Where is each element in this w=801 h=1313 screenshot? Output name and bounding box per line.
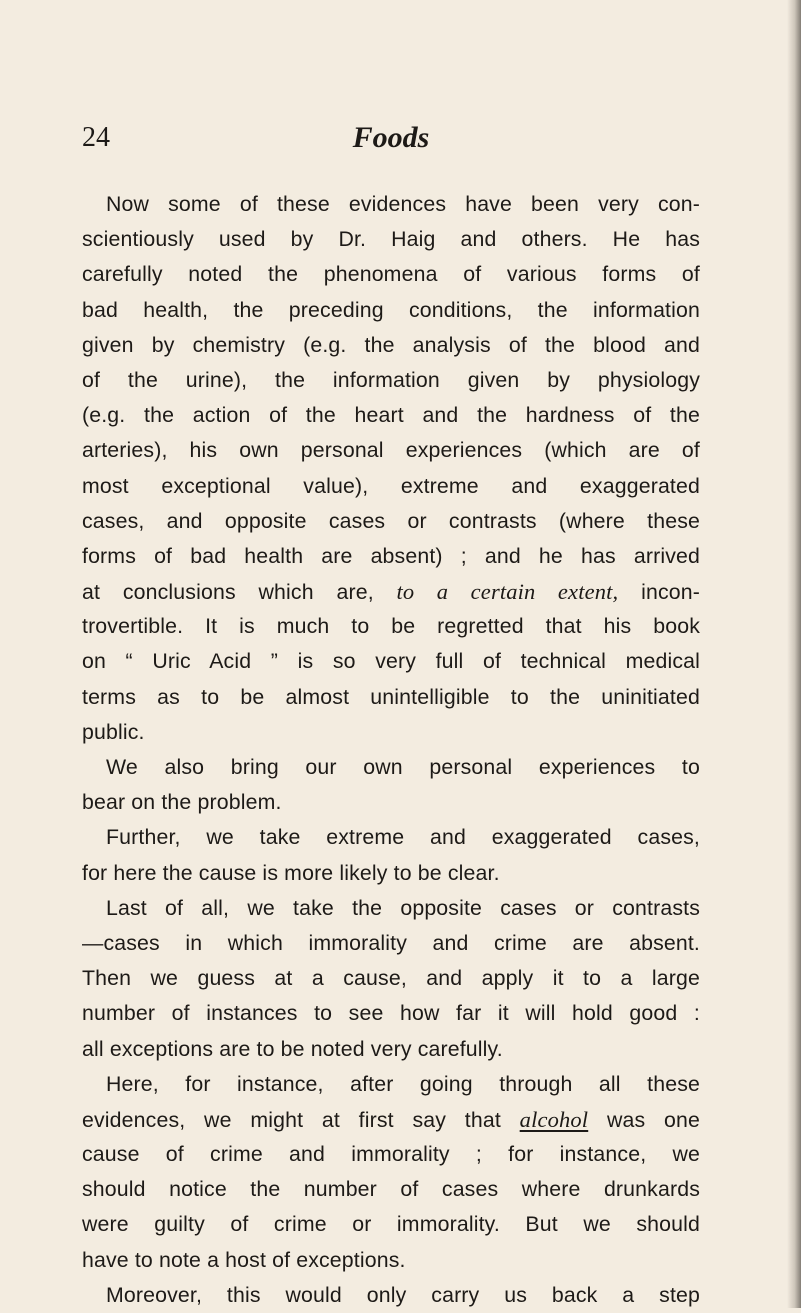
- text-line: cause of crime and immorality ; for instance, we: [82, 1142, 700, 1167]
- running-title: Foods: [352, 121, 430, 154]
- text-fragment: at conclusions which are,: [82, 580, 397, 605]
- italic-underlined-phrase: alcohol: [519, 1106, 589, 1132]
- text-line: public.: [82, 719, 145, 744]
- page-number: 24: [82, 122, 110, 153]
- text-line: for here the cause is more likely to be clear.: [82, 860, 500, 885]
- text-line: scientiously used by Dr. Haig and others. He has: [82, 227, 700, 252]
- text-line: number of instances to see how far it will hold good :: [82, 1001, 700, 1026]
- text-line: Then we guess at a cause, and apply it to a large: [82, 966, 700, 991]
- text-line: Further, we take extreme and exaggerated cases,: [106, 825, 700, 850]
- text-line: forms of bad health are absent) ; and he has arrived: [82, 543, 700, 568]
- text-line: arteries), his own personal experiences (which are of: [82, 438, 700, 463]
- text-line: [82, 574, 700, 609]
- text-line: —cases in which immorality and crime are absent.: [82, 930, 700, 955]
- text-line: given by chemistry (e.g. the analysis of the blood and: [82, 332, 700, 357]
- text-line: [82, 1102, 700, 1137]
- body-text: [82, 187, 700, 1313]
- text-fragment: was one: [588, 1107, 700, 1132]
- text-line: bad health, the preceding conditions, the information: [82, 297, 700, 322]
- text-line: We also bring our own personal experiences to: [106, 755, 700, 779]
- text-fragment: evidences, we might at first say that: [82, 1107, 520, 1132]
- text-line: all exceptions are to be noted very carefully.: [82, 1036, 503, 1061]
- text-line: carefully noted the phenomena of various forms of: [82, 262, 700, 287]
- text-line: of the urine), the information given by physiology: [82, 367, 700, 392]
- text-line: on “ Uric Acid ” is so very full of technical medical: [82, 649, 700, 674]
- text-line: cases, and opposite cases or contrasts (where these: [82, 508, 700, 533]
- text-line: (e.g. the action of the heart and the hardness of the: [82, 403, 700, 428]
- text-line: should notice the number of cases where drunkards: [82, 1177, 700, 1202]
- text-line: have to note a host of exceptions.: [82, 1247, 406, 1272]
- italic-phrase: to a certain extent,: [396, 579, 619, 605]
- text-line: most exceptional value), extreme and exaggerated: [82, 473, 700, 498]
- text-line: Here, for instance, after going through all these: [106, 1071, 700, 1096]
- text-line: Last of all, we take the opposite cases or contrasts: [106, 895, 700, 920]
- text-fragment: incon-: [618, 580, 700, 605]
- page-edge-shadow: [787, 0, 801, 1308]
- text-line: Moreover, this would only carry us back a step: [106, 1282, 700, 1307]
- text-line: trovertible. It is much to be regretted that his book: [82, 614, 700, 639]
- page-header: [82, 120, 700, 164]
- text-line: Now some of these evidences have been very con-: [106, 192, 700, 216]
- text-line: were guilty of crime or immorality. But we should: [82, 1212, 700, 1237]
- text-line: bear on the problem.: [82, 790, 282, 815]
- text-line: terms as to be almost unintelligible to the uninitiated: [82, 684, 700, 709]
